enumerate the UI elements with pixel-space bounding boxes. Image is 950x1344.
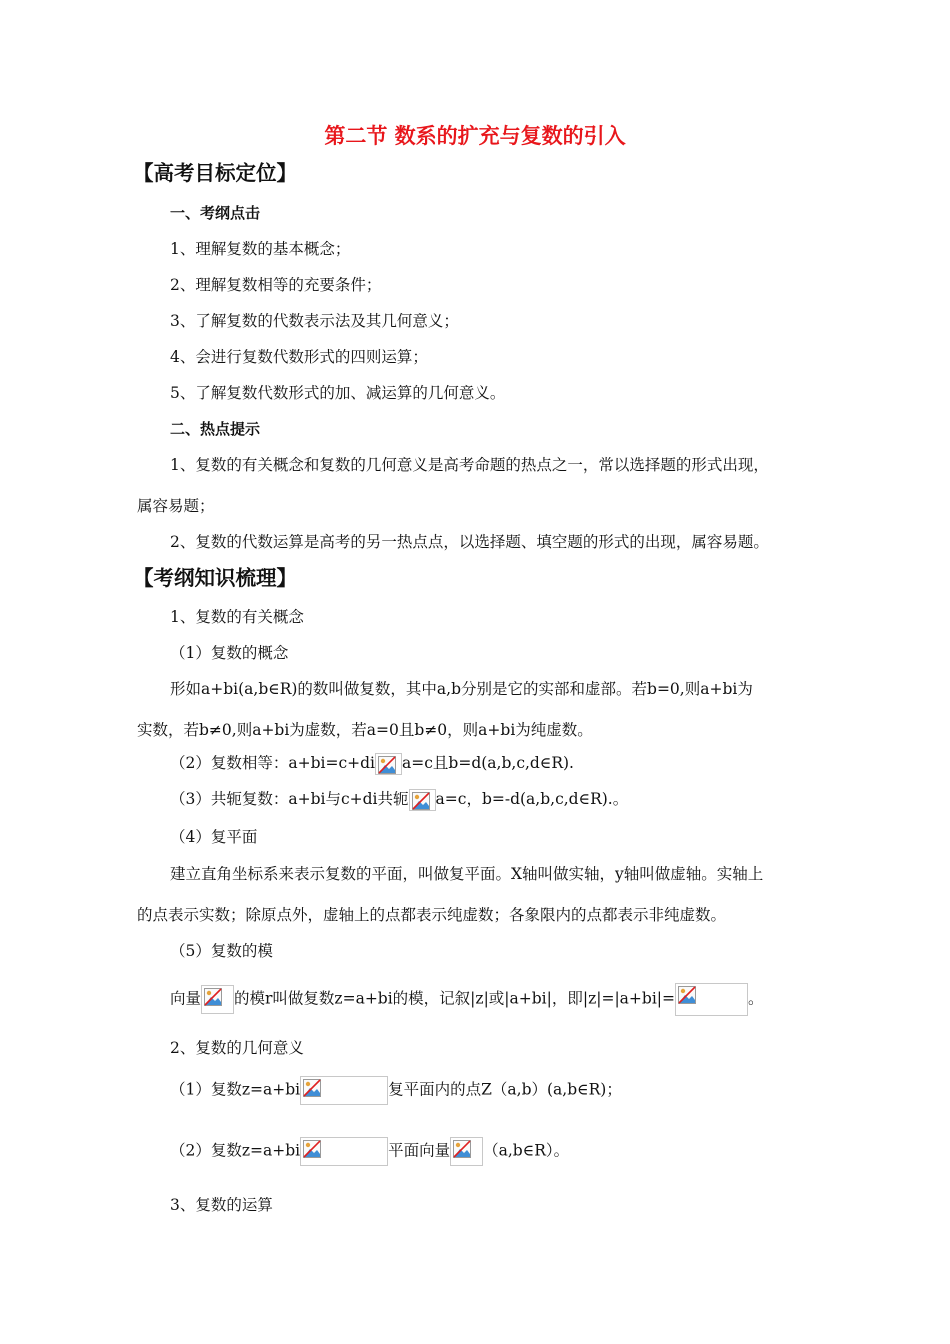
text-run: 复平面内的点Z（a,b）(a,b∈R)； xyxy=(388,1080,622,1099)
modulus-line xyxy=(170,983,764,1016)
text-run: （1）复数z=a+bi xyxy=(170,1080,301,1099)
list-item: 1、理解复数的基本概念； xyxy=(170,240,351,258)
broken-image-icon xyxy=(409,789,436,811)
broken-image-icon xyxy=(675,983,748,1016)
broken-image-icon xyxy=(375,753,402,775)
text-run: 平面向量 xyxy=(388,1141,451,1160)
section-heading-knowledge: 【考纲知识梳理】 xyxy=(133,566,297,590)
list-item: 4、会进行复数代数形式的四则运算； xyxy=(170,348,428,366)
paragraph-line: 1、复数的有关概念和复数的几何意义是高考命题的热点之一，常以选择题的形式出现， xyxy=(170,456,769,474)
conjugate-line xyxy=(170,789,628,811)
text-run: a=c，b=-d(a,b,c,d∈R).。 xyxy=(435,790,629,808)
subheading: 3、复数的运算 xyxy=(170,1196,273,1214)
text-run: （3）共轭复数：a+bi与c+di共轭 xyxy=(170,790,409,808)
text-run: 。 xyxy=(748,989,764,1008)
subheading-hotspots: 二、热点提示 xyxy=(170,420,261,438)
paragraph-line: 形如a+bi(a,b∈R)的数叫做复数，其中a,b分别是它的实部和虚部。若b=0,则a+bi为 xyxy=(170,680,753,698)
paragraph-line: 的点表示实数；除原点外，虚轴上的点都表示纯虚数；各象限内的点都表示非纯虚数。 xyxy=(137,906,727,924)
subheading: 2、复数的几何意义 xyxy=(170,1039,304,1057)
broken-image-icon xyxy=(300,1076,388,1105)
broken-image-icon xyxy=(300,1137,388,1166)
list-item: 2、理解复数相等的充要条件； xyxy=(170,276,382,294)
subheading: （5）复数的模 xyxy=(170,942,273,960)
subheading: 1、复数的有关概念 xyxy=(170,608,304,626)
paragraph-line: 属容易题； xyxy=(137,497,215,515)
text-run: （2）复数相等：a+bi=c+di xyxy=(170,754,376,772)
subheading: （4）复平面 xyxy=(170,828,258,846)
text-run: （2）复数z=a+bi xyxy=(170,1141,301,1160)
text-run: a=c且b=d(a,b,c,d∈R). xyxy=(402,754,574,772)
broken-image-icon xyxy=(450,1137,483,1166)
list-item: 3、了解复数的代数表示法及其几何意义； xyxy=(170,312,459,330)
subheading: （1）复数的概念 xyxy=(170,644,289,662)
broken-image-icon xyxy=(201,985,234,1014)
list-item: 5、了解复数代数形式的加、减运算的几何意义。 xyxy=(170,384,506,402)
geometry-line-1 xyxy=(170,1076,622,1105)
paragraph-line: 2、复数的代数运算是高考的另一热点点，以选择题、填空题的形式的出现，属容易题。 xyxy=(170,533,769,551)
paragraph-line: 建立直角坐标系来表示复数的平面，叫做复平面。X轴叫做实轴，y轴叫做虚轴。实轴上 xyxy=(170,865,764,883)
page-title: 第二节 数系的扩充与复数的引入 xyxy=(324,123,626,148)
text-run: （a,b∈R）。 xyxy=(483,1141,570,1160)
geometry-line-2 xyxy=(170,1137,569,1166)
text-run: 的模r叫做复数z=a+bi的模，记叙|z|或|a+bi|，即|z|=|a+bi|= xyxy=(234,989,675,1008)
section-heading-goals: 【高考目标定位】 xyxy=(133,161,297,185)
equality-line xyxy=(170,753,574,775)
subheading-syllabus: 一、考纲点击 xyxy=(170,204,261,222)
paragraph-line: 实数，若b≠0,则a+bi为虚数，若a=0且b≠0，则a+bi为纯虚数。 xyxy=(137,721,593,739)
text-run: 向量 xyxy=(170,989,202,1008)
